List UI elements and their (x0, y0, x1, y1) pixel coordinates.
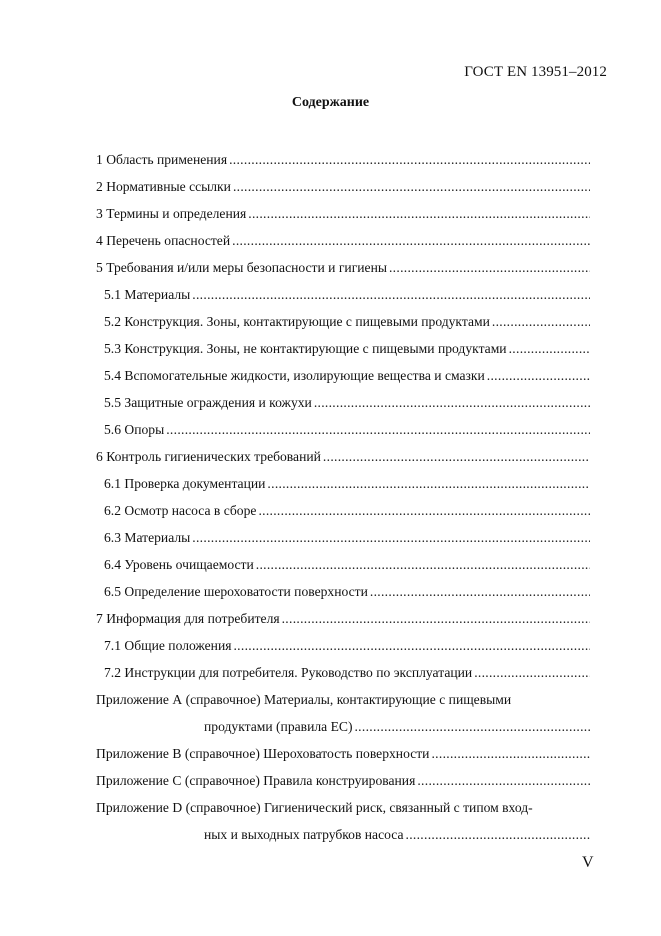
toc-entry-label: 6.2 Осмотр насоса в сборе (104, 503, 257, 518)
toc-entry-label: 7.1 Общие положения (104, 638, 232, 653)
toc-leader-dots (509, 335, 590, 362)
toc-entry[interactable] (96, 173, 590, 200)
toc-appendix-d[interactable] (96, 794, 590, 821)
toc-subentry[interactable] (96, 389, 590, 416)
toc-entry-label: 5 Требования и/или меры безопасности и гигиены (96, 260, 387, 275)
toc-leader-dots (248, 200, 590, 227)
toc-leader-dots (233, 173, 590, 200)
toc-entry-label: 5.1 Материалы (104, 287, 191, 302)
toc-entry[interactable] (96, 254, 590, 281)
toc-entry-label: 5.5 Защитные ограждения и кожухи (104, 395, 312, 410)
toc-appendix-b[interactable] (96, 740, 590, 767)
toc-subentry[interactable] (96, 551, 590, 578)
toc-entry-label: ных и выходных патрубков насоса (204, 827, 404, 842)
toc-title: Содержание (291, 95, 370, 110)
toc-leader-dots (474, 659, 590, 686)
toc-subentry[interactable] (96, 416, 590, 443)
toc-subentry[interactable] (96, 578, 590, 605)
toc-leader-dots (256, 551, 590, 578)
toc-appendix-d-continuation[interactable] (96, 821, 590, 848)
toc-entry-label: Приложение В (справочное) Шероховатость поверхности (96, 746, 430, 761)
toc-entry-label: 6 Контроль гигиенических требований (96, 449, 321, 464)
toc-leader-dots (370, 578, 590, 605)
toc-entry-label: 7 Информация для потребителя (96, 611, 280, 626)
toc-entry-label: 6.3 Материалы (104, 530, 191, 545)
toc-subentry[interactable] (96, 281, 590, 308)
toc-leader-dots (282, 605, 590, 632)
toc-entry-label: 7.2 Инструкции для потребителя. Руководство по эксплуатации (104, 665, 473, 680)
toc-subentry[interactable] (96, 308, 590, 335)
toc-entry-label: Приложение D (справочное) Гигиенический риск, связанный с типом вход- (96, 800, 533, 815)
toc-entry-label: 5.2 Конструкция. Зоны, контактирующие с пищевыми продуктами (104, 314, 490, 329)
toc-subentry[interactable] (96, 335, 590, 362)
toc-subentry[interactable] (96, 362, 590, 389)
toc-leader-dots (229, 146, 590, 173)
toc-entry-label: 5.6 Опоры (104, 422, 165, 437)
toc-leader-dots (431, 740, 590, 767)
toc-leader-dots (389, 254, 590, 281)
toc-subentry[interactable] (96, 632, 590, 659)
toc-entry-label: 5.4 Вспомогательные жидкости, изолирующие вещества и смазки (104, 368, 485, 383)
page-number: V (582, 854, 594, 871)
toc-subentry[interactable] (96, 470, 590, 497)
toc-appendix-a-continuation[interactable] (96, 713, 590, 740)
toc-leader-dots (314, 389, 590, 416)
toc-entry-label: Приложение А (справочное) Материалы, контактирующие с пищевыми (96, 692, 512, 707)
toc-leader-dots (192, 281, 590, 308)
toc-leader-dots (354, 713, 590, 740)
toc-leader-dots (258, 497, 590, 524)
toc-entry[interactable] (96, 605, 590, 632)
toc-leader-dots (492, 308, 590, 335)
toc-entry-label: 4 Перечень опасностей (96, 233, 231, 248)
toc-subentry[interactable] (96, 497, 590, 524)
toc-entry-label: 1 Область применения (96, 152, 228, 167)
toc-leader-dots (323, 443, 590, 470)
toc-entry-label: продуктами (правила ЕС) (204, 719, 353, 734)
toc-entry-label: 6.5 Определение шероховатости поверхности (104, 584, 368, 599)
toc-leader-dots (192, 524, 590, 551)
toc-leader-dots (166, 416, 590, 443)
toc-entry-label: Приложение С (справочное) Правила конструирования (96, 773, 416, 788)
toc-leader-dots (406, 821, 591, 848)
toc-leader-dots (487, 362, 590, 389)
toc-entry[interactable] (96, 227, 590, 254)
toc-entry[interactable] (96, 146, 590, 173)
table-of-contents (96, 146, 590, 848)
document-code: ГОСТ EN 13951–2012 (464, 64, 607, 80)
toc-subentry[interactable] (96, 659, 590, 686)
toc-appendix-c[interactable] (96, 767, 590, 794)
toc-appendix-a[interactable] (96, 686, 590, 713)
toc-entry[interactable] (96, 200, 590, 227)
toc-leader-dots (417, 767, 590, 794)
toc-entry-label: 6.1 Проверка документации (104, 476, 266, 491)
toc-entry-label: 6.4 Уровень очищаемости (104, 557, 254, 572)
toc-subentry[interactable] (96, 524, 590, 551)
toc-leader-dots (232, 227, 590, 254)
toc-entry[interactable] (96, 443, 590, 470)
toc-entry-label: 3 Термины и определения (96, 206, 247, 221)
toc-entry-label: 2 Нормативные ссылки (96, 179, 231, 194)
toc-leader-dots (233, 632, 590, 659)
toc-entry-label: 5.3 Конструкция. Зоны, не контактирующие с пищевыми продуктами (104, 341, 507, 356)
toc-leader-dots (267, 470, 590, 497)
